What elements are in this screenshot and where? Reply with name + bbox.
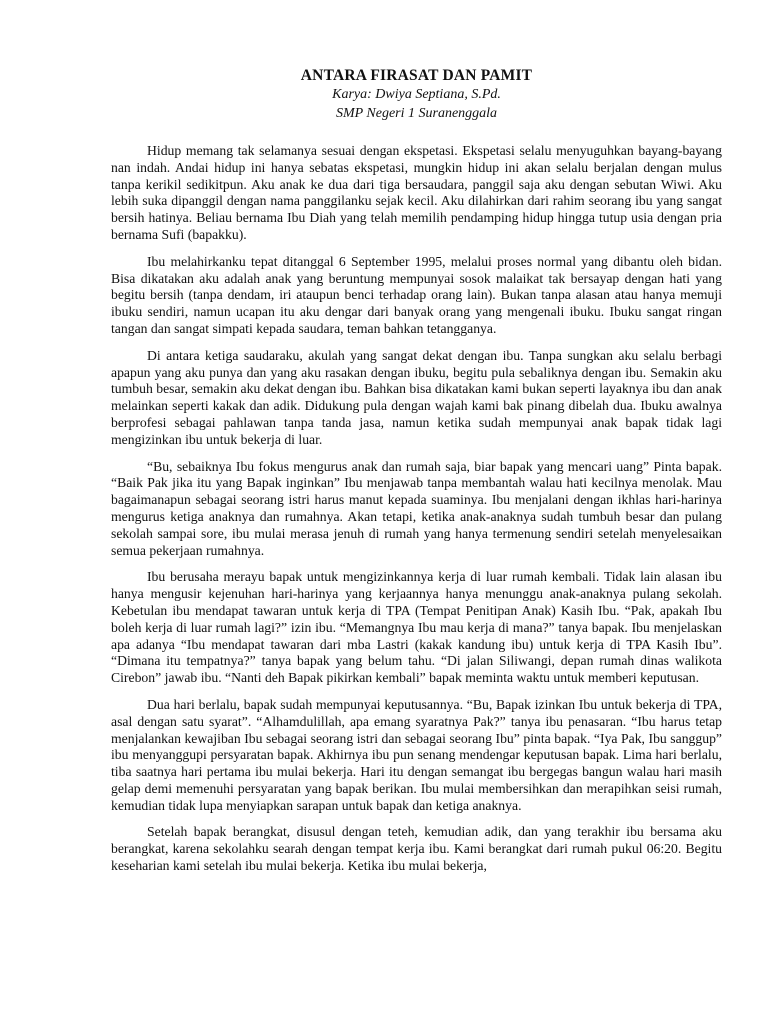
paragraph-1: Hidup memang tak selamanya sesuai dengan ekspetasi. Ekspetasi selalu menyuguhkan bayang-bayang nan indah. Andai hidup ini hanya sebatas ekspetasi, mungkin hidup ini akan selalu berjalan dengan mulus tanpa kerikil sedikitpun. Aku anak ke dua dari tiga bersaudara, panggil saja aku dengan sebutan Wiwi. Aku lebih suka dipanggil dengan nama panggilanku sejak kecil. Aku dilahirkan dari rahim seorang ibu yang sangat bersih hatinya. Beliau bernama Ibu Diah yang telah memilih pendamping hidup hingga tutup usia dengan pria bernama Sufi (bapakku). [111, 143, 722, 242]
paragraph-5: Ibu berusaha merayu bapak untuk mengizinkannya kerja di luar rumah kembali. Tidak lain alasan ibu hanya mengusir kejenuhan hari-harinya yang kerjaannya hanya menunggu anak-anaknya pulang sekolah. Kebetulan ibu mendapat tawaran untuk kerja di TPA (Tempat Penitipan Anak) Kasih Ibu. “Pak, apakah Ibu boleh kerja di luar rumah lagi?” izin ibu. “Memangnya Ibu mau kerja di mana?” tanya bapak. Ibu menjelaskan apa adanya “Ibu mendapat tawaran dari mba Lastri (kakak kandung ibu) untuk kerja di TPA Kasih Ibu”. “Dimana itu tempatnya?” tanya bapak yang belum tahu. “Di jalan Siliwangi, depan rumah dinas walikota Cirebon” jawab ibu. “Nanti deh Bapak pikirkan kembali” bapak meminta waktu untuk memberi keputusan. [111, 569, 722, 686]
paragraph-3: Di antara ketiga saudaraku, akulah yang sangat dekat dengan ibu. Tanpa sungkan aku selalu berbagi apapun yang aku punya dan yang aku rasakan dengan ibuku, begitu pula sebaliknya dengan ibu. Semakin aku tumbuh besar, semakin aku dekat dengan ibu. Bahkan bisa dikatakan kami bukan seperti layaknya ibu dan anak melainkan seperti kakak dan adik. Didukung pula dengan wajah kami bak pinang dibelah dua. Ibuku awalnya berprofesi sebagai pahlawan tanpa tanda jasa, namun ketika sudah mempunyai anak bapak tidak lagi mengizinkan ibu untuk bekerja di luar. [111, 347, 722, 447]
paragraph-7: Setelah bapak berangkat, disusul dengan teteh, kemudian adik, dan yang terakhir ibu bersama aku berangkat, karena sekolahku searah dengan tempat kerja ibu. Kami berangkat dari rumah pukul 06:20. Begitu keseharian kami setelah ibu mulai bekerja. Ketika ibu mulai bekerja, [111, 824, 722, 874]
paragraph-2: Ibu melahirkanku tepat ditanggal 6 September 1995, melalui proses normal yang dibantu oleh bidan. Bisa dikatakan aku adalah anak yang beruntung mempunyai sosok malaikat tak bersayap dengan hati yang begitu bersih (tanpa dendam, iri ataupun benci terhadap orang lain). Bukan tanpa alasan atau hanya memuji ibuku sendiri, namun ucapan itu aku dengar dari banyak orang yang mengenali ibuku. Ibuku sangat ringan tangan dan sangat simpati kepada saudara, teman bahkan tetangganya. [111, 253, 722, 336]
paragraph-4: “Bu, sebaiknya Ibu fokus mengurus anak dan rumah saja, biar bapak yang mencari uang” Pinta bapak. “Baik Pak jika itu yang Bapak inginkan” Ibu menjawab tanpa membantah walau hati kecilnya menolak. Mau bagaimanapun sebagai seorang istri harus manut kepada suaminya. Ibu menjalani dengan ikhlas hari-harinya mengurus ketiga anaknya dan rumahnya. Akan tetapi, ketika anak-anaknya sudah tumbuh besar dan pulang sekolah sampai sore, ibu mulai merasa jenuh di rumah yang hanya termenung sendiri setelah menyelesaikan semua pekerjaan rumahnya. [111, 458, 722, 558]
school-line: SMP Negeri 1 Suranenggala [335, 106, 498, 121]
paragraph-6: Dua hari berlalu, bapak sudah mempunyai keputusannya. “Bu, Bapak izinkan Ibu untuk bekerja di TPA, asal dengan satu syarat”. “Alhamdulillah, apa emang syaratnya Pak?” tanya ibu penasaran. “Ibu harus tetap menjalankan kewajiban Ibu sebagai seorang istri dan sebagai seorang Ibu” pinta bapak. “Iya Pak, Ibu sanggup” ibu menyanggupi persyaratan bapak. Akhirnya ibu pun senang mendengar keputusan bapak. Lima hari berlalu, tiba saatnya hari pertama ibu mulai bekerja. Hari itu dengan semangat ibu bergegas bangun walau hari masih gelap demi memenuhi persyaratan yang bapak berikan. Ibu mulai membersihkan dan merapihkan seisi rumah, kemudian tidak lupa menyiapkan sarapan untuk bapak dan ketiga anaknya. [111, 696, 722, 813]
story-title: ANTARA FIRASAT DAN PAMIT [300, 67, 533, 84]
author-line: Karya: Dwiya Septiana, S.Pd. [332, 87, 501, 102]
